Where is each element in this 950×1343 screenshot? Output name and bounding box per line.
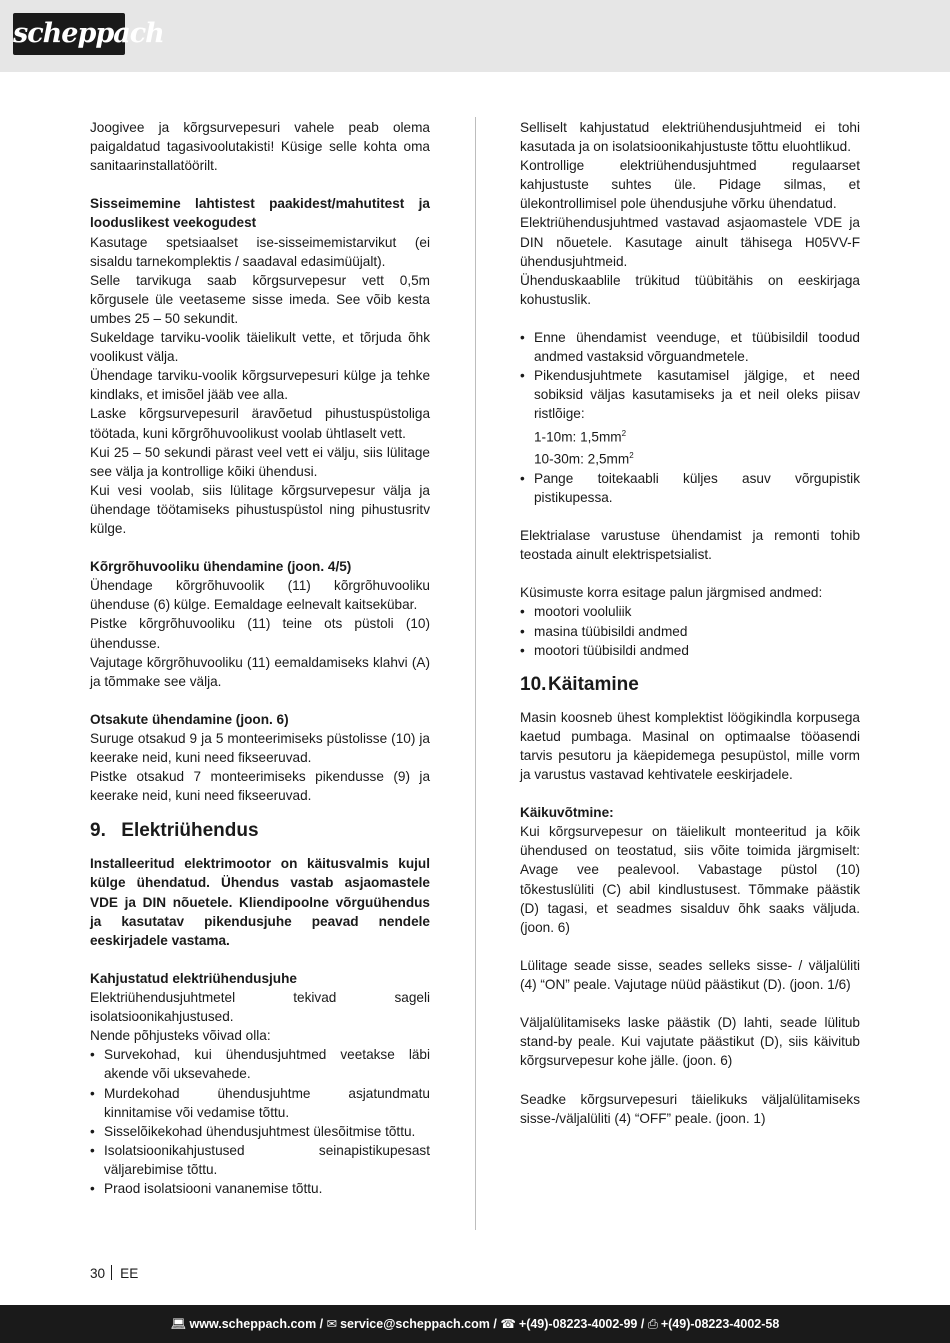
scheppach-logo: scheppach [13,13,125,55]
nozzle-line: Pistke otsakud 7 monteerimiseks pikendusse (9) ja keerake neid, kuni need fikseeruvad. [90,769,430,804]
computer-icon: 💻︎ [170,1317,187,1331]
list-item: • Sisselõikekohad ühendusjuhtmest ülesõitmise tõttu. [90,1122,430,1141]
column-divider [475,117,476,1230]
list-item: • mootori tüübisildi andmed [520,641,860,660]
suction-line: Selle tarvikuga saab kõrgsurvepesur vett 0,5m kõrgusele üle veetaseme sisse imeda. See võib kesta umbes 25 – 50 sekundit. [90,272,430,326]
intro-line: Selliselt kahjustatud elektriühendusjuhtmeid ei tohi kasutada ja on isolatsioonikahjustuste tõttu eluohtlikud. [520,120,860,155]
damaged-line: Nende põhjusteks võivad olla: [90,1028,271,1044]
section-10-heading [520,672,860,698]
list-item: • Survekohad, kui ühendusjuhtmed veetakse läbi akende või uksevahede. [90,1045,430,1083]
page-header [0,0,950,72]
list-item: • mootori vooluliik [520,602,860,621]
left-column [90,118,430,1198]
list-item [520,366,860,469]
hose-line: Ühendage kõrgrõhuvoolik (11) kõrgrõhuvooliku ühenduse (6) külge. Eemaldage eelnevalt kaitsekübar. [90,578,430,613]
start-up-heading: Käikuvõtmine: [520,805,614,821]
phone-icon: ☎︎ [500,1317,516,1331]
footer-email[interactable]: service@scheppach.com / [340,1317,497,1331]
list-item: • Praod isolatsiooni vananemise tõttu. [90,1179,430,1198]
section-9-bold-paragraph: Installeeritud elektrimootor on käitusvalmis kujul külge ühendatud. Ühendus vastab asjaomastele VDE ja DIN nõuetele. Kliendipoolne võrguühendus ja kasutatav pikendusjuhe peavad nendele eeskirjadele vastama. [90,856,430,948]
extension-cable-text: • Pikendusjuhtmete kasutamisel jälgige, et need sobiksid väljas kasutamiseks ja et neil oleks piisav ristlõige: [534,368,860,422]
list-item: • Enne ühendamist veenduge, et tüübisildil toodud andmed vastaksid võrguandmetele. [520,328,860,366]
nozzle-line: Suruge otsakud 9 ja 5 monteerimiseks püstolisse (10) ja keerake neid, kuni need fikseeruvad. [90,731,430,766]
right-column [520,118,860,1128]
page-footer [0,1305,950,1343]
questions-intro: Küsimuste korra esitage palun järgmised andmed: [520,585,823,601]
start-up-paragraph: Kui kõrgsurvepesur on täielikult monteeritud ja kõik ühendused on teostatud, siis võite toimida järgmiselt: Avage vee pealevool. Vabastage püstol (10) tõkestuslüliti (C) abil kindlustusest. Tõmmake päästik (D) tagasi, et seadmes sisalduv õhk saaks väljuda. (joon. 6) [520,824,860,935]
superscript: 2 [621,428,627,438]
nozzle-heading: Otsakute ühendamine (joon. 6) [90,711,289,727]
connection-bullet-list [520,328,860,507]
hose-line: Pistke kõrgrõhuvooliku (11) teine ots püstoli (10) ühendusse. [90,616,430,651]
section-10-number: 10. [520,673,547,695]
page-number-value: 30 [90,1266,106,1281]
superscript: 2 [629,451,634,461]
questions-list [520,602,860,659]
section-10-title: Käitamine [548,673,639,695]
envelope-icon: ✉︎ [326,1317,338,1331]
language-code: EE [120,1266,139,1281]
switch-off-paragraph: Väljalülitamiseks laske päästik (D) lahti, seade lülitub stand-by peale. Kui vajutate päästikut (D), siis käivitub kõrgsurvepesur kohe jälle. (joon. 6) [520,1015,860,1069]
intro-line: Elektriühendusjuhtmed vastavad asjaomastele VDE ja DIN nõuetele. Kasutage ainult tähisega H05VV-F ühendusjuhtmeid. [520,215,860,269]
suction-line: Kui 25 – 50 sekundi pärast veel vett ei välju, siis lülitage see välja ja kontrollige kõiki ühendusi. [90,444,430,479]
page-number-divider [111,1265,112,1280]
suction-line: Sukeldage tarviku-voolik täielikult vette, et tõrjuda õhk voolikust välja. [90,330,430,365]
backflow-paragraph: Joogivee ja kõrgsurvepesuri vahele peab olema paigaldatud tagasivoolutakisti! Küsige selle kohta oma sanitaarinstallatöörilt. [90,120,430,174]
page-number [90,1265,138,1283]
list-item: • Isolatsioonikahjustused seinapistikupesast väljarebimise tõttu. [90,1141,430,1179]
intro-line: Ühenduskaablile trükitud tüübitähis on eeskirjaga kohustuslik. [520,272,860,307]
suction-heading: Sisseimemine lahtistest paakidest/mahutitest ja looduslikest veekogudest [90,196,430,231]
cross-section-1: 1-10m: $1,5mm^2$ [534,428,627,445]
suction-line: Ühendage tarviku-voolik kõrgsurvepesuri külge ja tehke kindlaks, et imisõel jääb vee alla. [90,368,430,403]
cross-section-2: 10-30m: $2,5mm^2$ [534,451,634,467]
section-10-paragraph: Masin koosneb ühest komplektist löögikindla korpusega kaetud pumbaga. Masinal on optimaalse tööasendi tarvis pesutoru ja käepidemega pesupüstol, mille vorm ja varustus vastavad kehtivatele eeskirjadele. [520,709,860,782]
section-9-title: Elektriühendus [121,820,259,842]
footer-website[interactable]: www.scheppach.com / [189,1317,324,1331]
footer-fax: +(49)-08223-4002-58 [660,1317,780,1331]
hose-line: Vajutage kõrgrõhuvooliku (11) eemaldamiseks klahvi (A) ja tõmmake see välja. [90,654,430,689]
footer-phone: +(49)-08223-4002-99 / [518,1317,645,1331]
section-9-number: 9. [90,820,106,842]
damaged-line: Elektriühendusjuhtmetel tekivad sageli isolatsioonikahjustused. [90,990,430,1025]
hose-heading: Kõrgrõhuvooliku ühendamine (joon. 4/5) [90,559,352,575]
suction-line: Laske kõrgsurvepesuril äravõetud pihustuspüstoliga töötada, kuni kõrgrõhuvoolikust voolab ühtlaselt vett. [90,406,430,441]
full-off-paragraph: Seadke kõrgsurvepesuri täielikuks väljalülitamiseks sisse-/väljalüliti (4) “OFF” peale. (joon. 1) [520,1091,860,1126]
fax-icon: ⎙ [647,1317,658,1331]
switch-on-paragraph: Lülitage seade sisse, seades selleks sisse- / väljalüliti (4) “ON” peale. Vajutage nüüd päästikut (D). (joon. 1/6) [520,957,860,992]
electrician-note: Elektrialase varustuse ühendamist ja remonti tohib teostada ainult elektrispetsialist. [520,528,860,563]
list-item: • Pange toitekaabli küljes asuv võrgupistik pistikupessa. [520,469,860,507]
section-9-heading [90,818,430,844]
damaged-cable-heading: Kahjustatud elektriühendusjuhe [90,970,297,986]
suction-line: Kasutage spetsiaalset ise-sisseimemistarvikut (ei sisaldu tarnekomplektis / saadaval edasimüüjalt). [90,234,430,269]
list-item: • Murdekohad ühendusjuhtme asjatundmatu kinnitamise või vedamise tõttu. [90,1084,430,1122]
suction-line: Kui vesi voolab, siis lülitage kõrgsurvepesur välja ja ühendage töötamiseks pihustuspüstol ning pihustusritv külge. [90,482,430,536]
list-item: • masina tüübisildi andmed [520,622,860,641]
damage-causes-list [90,1045,430,1198]
intro-line: Kontrollige elektriühendusjuhtmed regulaarset kahjustuste suhtes üle. Pidage silmas, et ülekontrollimisel pole ühendusjuhe võrku ühendatud. [520,158,860,212]
